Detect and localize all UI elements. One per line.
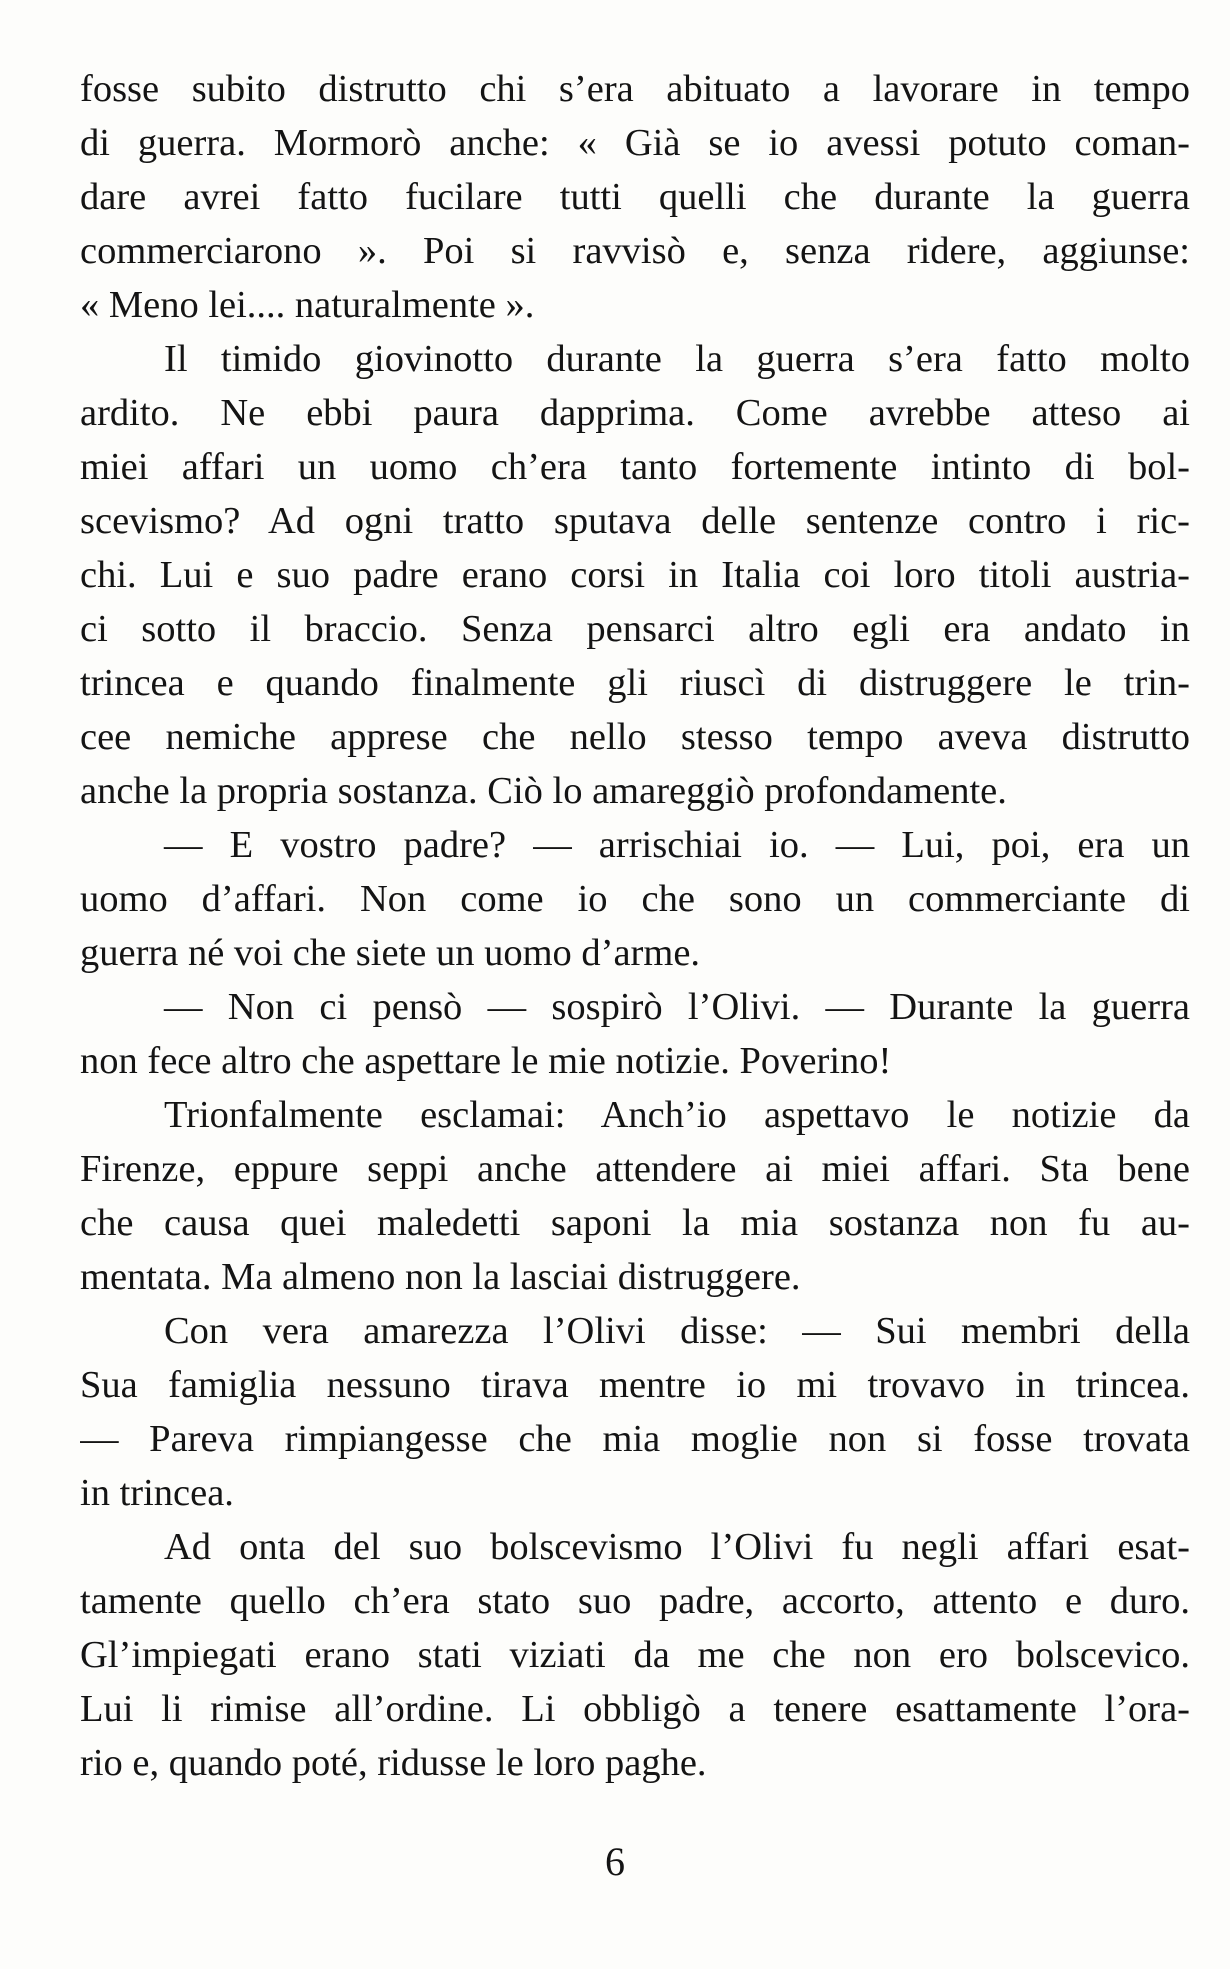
text-line: ci sotto il braccio. Senza pensarci altro egli era andato in xyxy=(80,608,1190,650)
text-line: mentata. Ma almeno non la lasciai distruggere. xyxy=(80,1256,801,1298)
text-line: Il timido giovinotto durante la guerra s’era fatto molto xyxy=(164,338,1190,380)
text-line: dare avrei fatto fucilare tutti quelli che durante la guerra xyxy=(80,176,1190,218)
text-line: « Meno lei.... naturalmente ». xyxy=(80,284,535,326)
paragraph-7-cont xyxy=(80,1574,1190,1790)
text-line: Con vera amarezza l’Olivi disse: — Sui membri della xyxy=(164,1310,1190,1352)
text-line: Firenze, eppure seppi anche attendere ai miei affari. Sta bene xyxy=(80,1148,1190,1190)
paragraph-7 xyxy=(80,1520,1190,1574)
text-line: miei affari un uomo ch’era tanto fortemente intinto di bol- xyxy=(80,446,1190,488)
text-line: fosse subito distrutto chi s’era abituato a lavorare in tempo xyxy=(80,68,1190,110)
text-line: tamente quello ch’era stato suo padre, accorto, attento e duro. xyxy=(80,1580,1190,1622)
paragraph-5-cont xyxy=(80,1142,1190,1304)
paragraph-5 xyxy=(80,1088,1190,1142)
paragraph-3-cont xyxy=(80,872,1190,980)
text-line: anche la propria sostanza. Ciò lo amareggiò profondamente. xyxy=(80,770,1007,812)
text-line: scevismo? Ad ogni tratto sputava delle sentenze contro i ric- xyxy=(80,500,1190,542)
text-line: Lui li rimise all’ordine. Li obbligò a tenere esattamente l’ora- xyxy=(80,1688,1190,1730)
text-line: — Non ci pensò — sospirò l’Olivi. — Durante la guerra xyxy=(164,986,1190,1028)
text-line: ardito. Ne ebbi paura dapprima. Come avrebbe atteso ai xyxy=(80,392,1190,434)
text-line: chi. Lui e suo padre erano corsi in Italia coi loro titoli austria- xyxy=(80,554,1190,596)
text-line: che causa quei maledetti saponi la mia sostanza non fu au- xyxy=(80,1202,1190,1244)
paragraph-2 xyxy=(80,332,1190,386)
body-text xyxy=(80,62,1190,1790)
paragraph-6-cont xyxy=(80,1358,1190,1520)
paragraph-6 xyxy=(80,1304,1190,1358)
paragraph-2-cont xyxy=(80,386,1190,818)
text-line: trincea e quando finalmente gli riuscì di distruggere le trin- xyxy=(80,662,1190,704)
text-line: Sua famiglia nessuno tirava mentre io mi trovavo in trincea. xyxy=(80,1364,1190,1406)
text-line: Ad onta del suo bolscevismo l’Olivi fu negli affari esat- xyxy=(164,1526,1190,1568)
text-line: commerciarono ». Poi si ravvisò e, senza ridere, aggiunse: xyxy=(80,230,1190,272)
text-line: rio e, quando poté, ridusse le loro paghe. xyxy=(80,1742,707,1784)
text-line: — E vostro padre? — arrischiai io. — Lui, poi, era un xyxy=(164,824,1190,866)
text-line: non fece altro che aspettare le mie notizie. Poverino! xyxy=(80,1040,892,1082)
text-line: di guerra. Mormorò anche: « Già se io avessi potuto coman- xyxy=(80,122,1190,164)
page-number: 6 xyxy=(605,1839,625,1884)
text-line: — Pareva rimpiangesse che mia moglie non si fosse trovata xyxy=(80,1418,1190,1460)
text-line: uomo d’affari. Non come io che sono un commerciante di xyxy=(80,878,1190,920)
paragraph-3 xyxy=(80,818,1190,872)
text-line: cee nemiche apprese che nello stesso tempo aveva distrutto xyxy=(80,716,1190,758)
text-line: in trincea. xyxy=(80,1472,234,1514)
paragraph-4 xyxy=(80,980,1190,1034)
text-line: guerra né voi che siete un uomo d’arme. xyxy=(80,932,701,974)
paragraph-1 xyxy=(80,62,1190,332)
paragraph-4-cont xyxy=(80,1034,1190,1088)
text-line: Trionfalmente esclamai: Anch’io aspettavo le notizie da xyxy=(164,1094,1190,1136)
text-line: Gl’impiegati erano stati viziati da me che non ero bolscevico. xyxy=(80,1634,1190,1676)
